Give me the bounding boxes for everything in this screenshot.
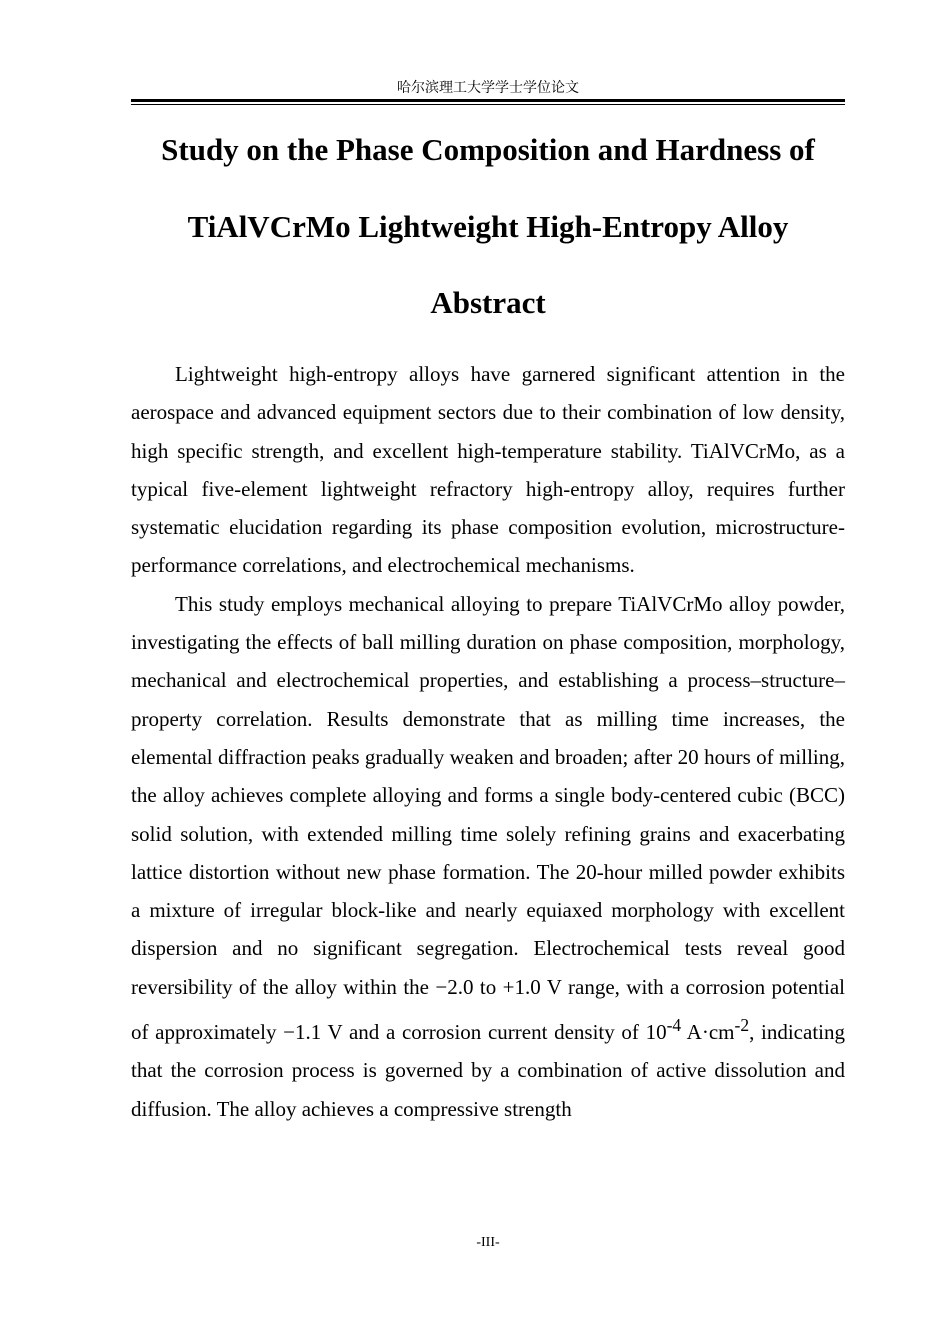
header-rule-thick	[131, 99, 845, 102]
running-header: 哈尔滨理工大学学士学位论文	[397, 80, 579, 96]
page-number: -III-	[476, 1235, 500, 1250]
abstract-heading: Abstract	[430, 285, 546, 320]
abstract-paragraph-1: Lightweight high-entropy alloys have garnered significant attention in the aerospace and advanced equipment sectors due to their combination of low density, high specific strength, and excellent high-temperature stability. TiAlVCrMo, as a typical five-element lightweight refractory high-entropy alloy, requires further systematic elucidation regarding its phase composition evolution, microstructure-performance correlations, and electrochemical mechanisms.	[131, 362, 845, 578]
exponent-minus-2: -2	[734, 1015, 750, 1036]
title-line-2: TiAlVCrMo Lightweight High-Entropy Alloy	[187, 209, 789, 244]
abstract-body	[131, 355, 845, 1128]
header-rule-thin	[131, 104, 845, 105]
abstract-paragraph-2	[131, 585, 845, 1128]
paragraph-2-text-b: , indicating that the corrosion process is governed by a combination of active dissolution and diffusion. The alloy achieves a compressive strength	[131, 1020, 845, 1121]
title-line-1: Study on the Phase Composition and Hardness of	[161, 132, 815, 167]
exponent-minus-4: -4	[666, 1015, 682, 1036]
paragraph-2-text-a: This study employs mechanical alloying to prepare TiAlVCrMo alloy powder, investigating the effects of ball milling duration on phase composition, morphology, mechanical and electrochemical properties, and establishing a process–structure–property correlation. Results demonstrate that as milling time increases, the elemental diffraction peaks gradually weaken and broaden; after 20 hours of milling, the alloy achieves complete alloying and forms a single body-centered cubic (BCC) solid solution, with extended milling time solely refining grains and exacerbating lattice distortion without new phase formation. The 20-hour milled powder exhibits a mixture of irregular block-like and nearly equiaxed morphology with excellent dispersion and no significant segregation. Electrochemical tests reveal good reversibility of the alloy within the −2.0 to +1.0 V range, with a corrosion potential of approximately −1.1 V and a corrosion current density of 10	[131, 591, 845, 1045]
unit-text: A·cm	[681, 1020, 735, 1045]
